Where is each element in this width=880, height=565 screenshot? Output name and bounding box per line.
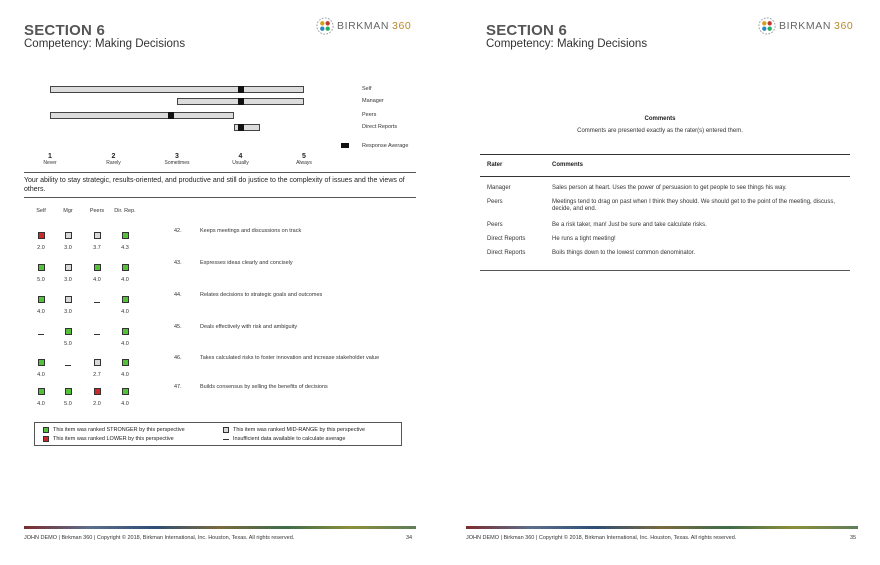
- legend-mid: [223, 427, 365, 433]
- green-square-icon: [94, 264, 101, 271]
- rating-cell: [55, 290, 81, 315]
- rating-cell: [28, 258, 54, 283]
- item-text: Takes calculated risks to foster innovation and increase stakeholder value: [200, 355, 380, 361]
- item-text: Builds consensus by selling the benefits of decisions: [200, 384, 328, 390]
- comment-rater: Direct Reports: [487, 250, 526, 256]
- rating-value: 5.0: [64, 341, 72, 347]
- scale-point: [30, 153, 70, 166]
- legend-lower-text: This item was ranked LOWER by this perspective: [53, 436, 174, 442]
- item-row: [0, 290, 440, 315]
- green-square-icon: [43, 427, 49, 433]
- rating-value: 4.0: [37, 401, 45, 407]
- response-average-swatch: [341, 143, 349, 148]
- range-row-label: Peers: [362, 112, 377, 118]
- rating-cell: [28, 290, 54, 315]
- rating-value: 4.0: [37, 309, 45, 315]
- rating-value: 5.0: [37, 277, 45, 283]
- logo-word: BIRKMAN: [337, 20, 390, 32]
- rating-cell: [55, 353, 81, 371]
- comments-header: Comments: [552, 162, 584, 168]
- green-square-icon: [65, 328, 72, 335]
- scale-number: 5: [302, 153, 306, 160]
- birkman-logo: [316, 17, 411, 35]
- gray-square-icon: [65, 232, 72, 239]
- col-header-self: Self: [36, 208, 46, 214]
- logo-word: BIRKMAN: [779, 20, 832, 32]
- rating-cell: [28, 382, 54, 407]
- range-average-marker: [238, 98, 244, 105]
- section-title: SECTION 6: [24, 22, 105, 39]
- legend-insufficient-text: Insufficient data available to calculate average: [233, 436, 346, 442]
- comment-text: Sales person at heart. Uses the power of persuasion to get people to see things his way.: [552, 185, 787, 191]
- rating-cell: [112, 226, 138, 251]
- item-row: [0, 322, 440, 347]
- item-row: [0, 382, 440, 407]
- dash-icon: [223, 439, 229, 440]
- scale-point: [221, 153, 261, 166]
- range-average-marker: [238, 124, 244, 131]
- rating-cell: [55, 226, 81, 251]
- birkman-logo: [758, 17, 853, 35]
- legend-insufficient: [223, 436, 345, 442]
- range-row-label: Manager: [362, 98, 384, 104]
- range-row-label: Direct Reports: [362, 124, 398, 130]
- item-text: Relates decisions to strategic goals and outcomes: [200, 292, 323, 298]
- green-square-icon: [65, 388, 72, 395]
- header-rule: [480, 176, 850, 177]
- rating-value: 4.0: [121, 277, 129, 283]
- range-row: [0, 86, 440, 93]
- rating-value: 2.0: [93, 401, 101, 407]
- divider: [24, 172, 416, 173]
- rating-value: 4.0: [121, 401, 129, 407]
- gray-square-icon: [94, 359, 101, 366]
- item-row: [0, 353, 440, 378]
- dash-icon: [38, 334, 44, 335]
- rating-cell: [112, 382, 138, 407]
- scale-number: 1: [48, 153, 52, 160]
- gray-square-icon: [65, 296, 72, 303]
- comment-rater: Direct Reports: [487, 236, 526, 242]
- legend-box: [34, 422, 402, 446]
- green-square-icon: [122, 359, 129, 366]
- item-number: 45.: [174, 324, 182, 330]
- range-bar: [50, 86, 304, 93]
- rating-cell: [55, 258, 81, 283]
- comment-text: Be a risk taker, man! Just be sure and take calculate risks.: [552, 222, 707, 228]
- rating-value: 2.0: [37, 245, 45, 251]
- logo-number: 360: [392, 20, 412, 32]
- comment-rater: Peers: [487, 222, 503, 228]
- scale-word: Always: [296, 160, 312, 166]
- section-title: SECTION 6: [486, 22, 567, 39]
- gray-square-icon: [65, 264, 72, 271]
- green-square-icon: [122, 264, 129, 271]
- rating-value: 3.0: [64, 277, 72, 283]
- item-row: [0, 258, 440, 283]
- green-square-icon: [38, 359, 45, 366]
- legend-stronger: [43, 427, 185, 433]
- footer-color-bar: [24, 526, 416, 529]
- item-text: Deals effectively with risk and ambiguity: [200, 324, 298, 330]
- item-number: 44.: [174, 292, 182, 298]
- comment-text: He runs a tight meeting!: [552, 236, 616, 242]
- scale-number: 2: [111, 153, 116, 160]
- page-number: 34: [406, 535, 413, 541]
- item-text: Expresses ideas clearly and concisely: [200, 260, 293, 266]
- table-bottom-rule: [480, 270, 850, 271]
- rating-cell: [84, 322, 110, 340]
- dash-icon: [94, 334, 100, 335]
- rating-cell: [28, 353, 54, 378]
- footer-color-bar: [466, 526, 858, 529]
- dash-icon: [65, 365, 71, 366]
- item-number: 43.: [174, 260, 182, 266]
- rating-value: 3.0: [64, 309, 72, 315]
- col-header-mgr: Mgr: [63, 208, 73, 214]
- comments-subtitle: Comments are presented exactly as the rater(s) entered them.: [577, 128, 743, 134]
- response-average-label: Response Average: [362, 143, 409, 149]
- rating-cell: [84, 290, 110, 308]
- birkman-logo-icon: [316, 17, 334, 35]
- item-number: 46.: [174, 355, 182, 361]
- rating-cell: [112, 322, 138, 347]
- legend-stronger-text: This item was ranked STRONGER by this perspective: [53, 427, 185, 433]
- rating-cell: [84, 353, 110, 378]
- red-square-icon: [43, 436, 49, 442]
- red-square-icon: [94, 388, 101, 395]
- range-row-label: Self: [362, 86, 372, 92]
- gray-square-icon: [94, 232, 101, 239]
- rating-cell: [112, 290, 138, 315]
- rating-cell: [55, 322, 81, 347]
- rating-value: 5.0: [64, 401, 72, 407]
- section-subtitle: Competency: Making Decisions: [24, 38, 186, 50]
- red-square-icon: [38, 232, 45, 239]
- range-row: [0, 98, 440, 105]
- rating-value: 3.7: [93, 245, 101, 251]
- comments-title: Comments: [644, 116, 676, 122]
- comment-rater: Manager: [487, 185, 511, 191]
- scale-number: 4: [238, 153, 243, 160]
- table-top-rule: [480, 154, 850, 155]
- legend-lower: [43, 436, 174, 442]
- range-row: [0, 112, 440, 119]
- green-square-icon: [38, 388, 45, 395]
- gray-square-icon: [223, 427, 229, 433]
- rating-cell: [112, 258, 138, 283]
- rating-cell: [84, 382, 110, 407]
- report-page-35: [440, 0, 880, 565]
- rating-value: 4.0: [121, 341, 129, 347]
- range-row: [0, 124, 440, 131]
- scale-point: [94, 153, 134, 166]
- range-average-marker: [168, 112, 174, 119]
- scale-word: Rarely: [106, 160, 121, 166]
- range-bar: [50, 112, 234, 119]
- dash-icon: [94, 302, 100, 303]
- item-text: Keeps meetings and discussions on track: [200, 228, 302, 234]
- item-row: [0, 226, 440, 251]
- green-square-icon: [122, 296, 129, 303]
- rating-value: 4.0: [121, 372, 129, 378]
- scale-number: 3: [175, 153, 179, 160]
- rating-cell: [112, 353, 138, 378]
- green-square-icon: [38, 264, 45, 271]
- scale-word: Usually: [232, 160, 249, 166]
- footer-text: JOHN DEMO | Birkman 360 | Copyright © 2018, Birkman International, Inc. Houston, Texas. All rights reserved.: [24, 535, 295, 541]
- rating-cell: [28, 322, 54, 340]
- rating-value: 4.3: [121, 245, 129, 251]
- item-number: 42.: [174, 228, 182, 234]
- section-subtitle: Competency: Making Decisions: [486, 38, 648, 50]
- logo-number: 360: [834, 20, 854, 32]
- divider: [24, 197, 416, 198]
- comment-text: Meetings tend to drag on past when I think they should. We should get to the point of the meeting, discuss, decide, and end.: [552, 199, 836, 212]
- rating-cell: [84, 258, 110, 283]
- page-number: 35: [850, 535, 857, 541]
- rating-cell: [55, 382, 81, 407]
- rating-value: 4.0: [37, 372, 45, 378]
- rating-cell: [84, 226, 110, 251]
- birkman-logo-icon: [758, 17, 776, 35]
- scale-point: [157, 153, 197, 166]
- green-square-icon: [122, 328, 129, 335]
- competency-description: Your ability to stay strategic, results-oriented, and productive and still do justice to the complexity of issues and the views of others.: [24, 177, 405, 193]
- legend-mid-text: This item was ranked MID-RANGE by this perspective: [233, 427, 366, 433]
- comment-text: Boils things down to the lowest common denominator.: [552, 250, 696, 256]
- rating-value: 3.0: [64, 245, 72, 251]
- rating-value: 4.0: [93, 277, 101, 283]
- range-average-marker: [238, 86, 244, 93]
- item-number: 47.: [174, 384, 182, 390]
- rating-value: 4.0: [121, 309, 129, 315]
- comment-rater: Peers: [487, 199, 503, 205]
- footer-text: JOHN DEMO | Birkman 360 | Copyright © 2018, Birkman International, Inc. Houston, Texas. All rights reserved.: [466, 535, 737, 541]
- scale-point: [284, 153, 324, 166]
- col-header-peers: Peers: [89, 208, 105, 214]
- green-square-icon: [122, 232, 129, 239]
- rating-value: 2.7: [93, 372, 101, 378]
- scale-word: Sometimes: [164, 160, 190, 166]
- rater-header: Rater: [487, 162, 503, 168]
- col-header-dir-rep: Dir. Rep.: [114, 208, 136, 214]
- rating-cell: [28, 226, 54, 251]
- green-square-icon: [122, 388, 129, 395]
- green-square-icon: [38, 296, 45, 303]
- scale-word: Never: [43, 160, 57, 166]
